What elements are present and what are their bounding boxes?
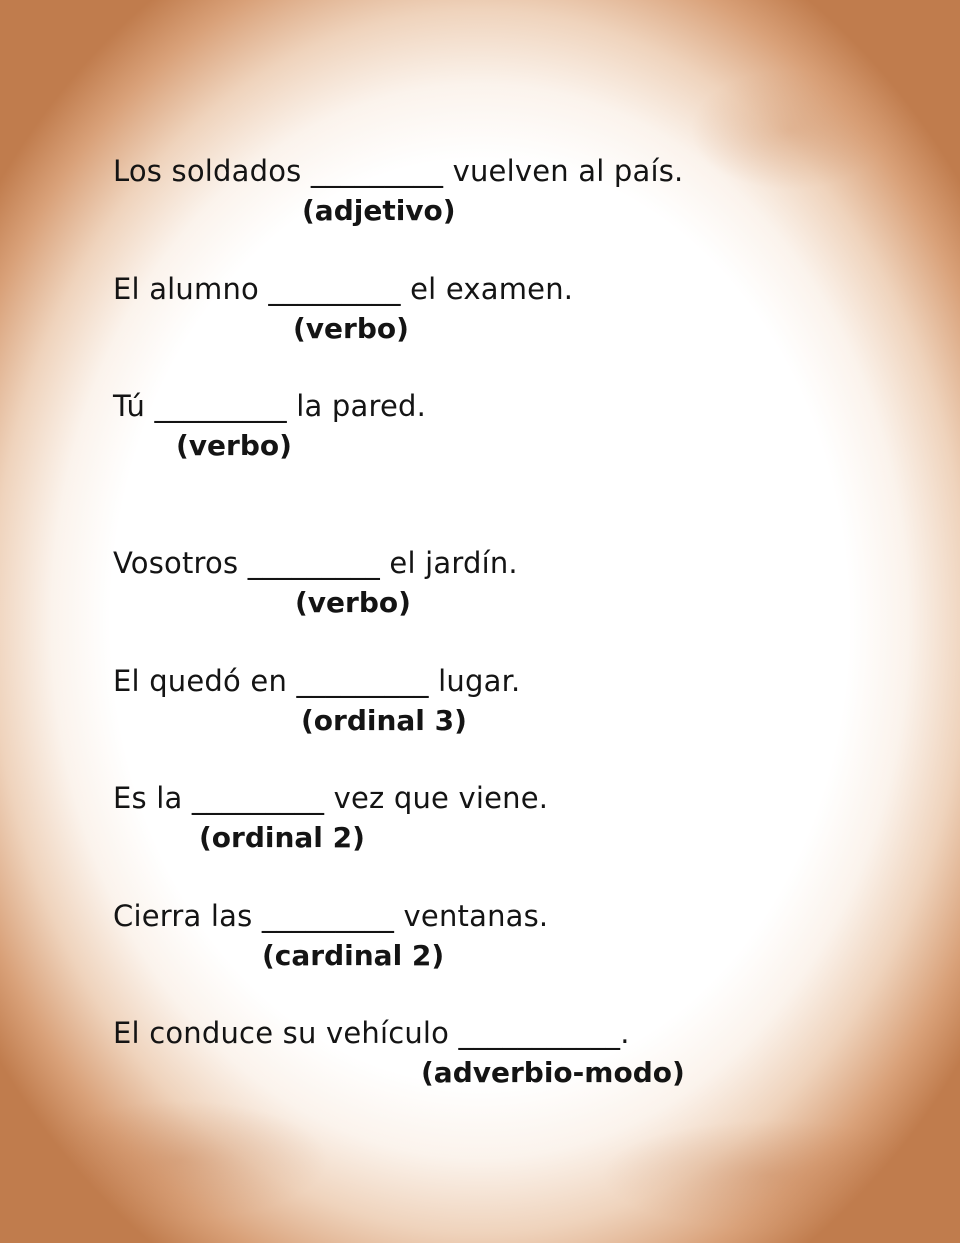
sentence-7: Cierra las _________ ventanas.: [113, 899, 549, 933]
hint-3: (verbo): [176, 429, 292, 462]
hint-4: (verbo): [295, 586, 411, 619]
hint-2: (verbo): [293, 312, 409, 345]
hint-5: (ordinal 3): [301, 704, 467, 737]
hint-1: (adjetivo): [302, 194, 456, 227]
sentence-2: El alumno _________ el examen.: [113, 272, 574, 306]
hint-6: (ordinal 2): [199, 821, 365, 854]
sentence-6: Es la _________ vez que viene.: [113, 781, 549, 815]
hint-7: (cardinal 2): [262, 939, 445, 972]
sentence-1: Los soldados _________ vuelven al país.: [113, 154, 684, 188]
hint-8: (adverbio-modo): [421, 1056, 685, 1089]
sentence-8: El conduce su vehículo ___________.: [113, 1016, 630, 1050]
sentence-5: El quedó en _________ lugar.: [113, 664, 521, 698]
sentence-3: Tú _________ la pared.: [113, 389, 427, 423]
sentence-4: Vosotros _________ el jardín.: [113, 546, 518, 580]
